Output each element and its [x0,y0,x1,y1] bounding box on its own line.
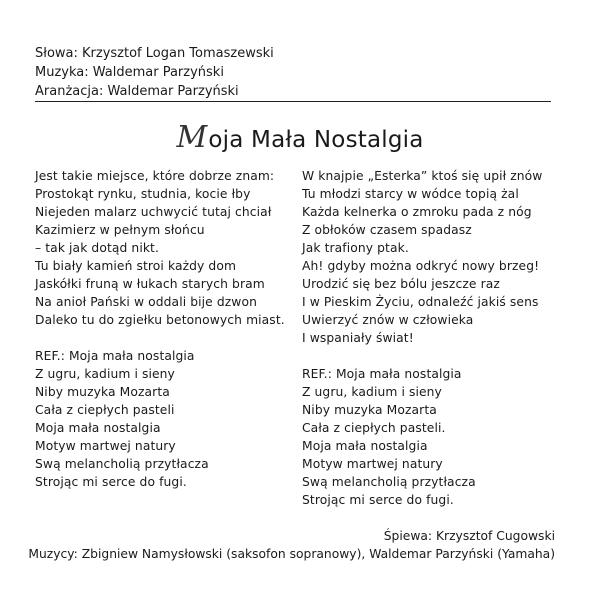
refrain-line: Motyw martwej natury [35,439,176,453]
refrain-line: Moja mała nostalgia [35,421,161,435]
lyric-line: W knajpie „Esterka” ktoś się upił znów [302,169,543,183]
refrain-line: REF.: Moja mała nostalgia [35,349,195,363]
lyric-line: I wspaniały świat! [302,331,414,345]
arrangement-credit: Aranżacja: Waldemar Parzyński [35,84,239,99]
lyric-line: Prostokąt rynku, studnia, kocie łby [35,187,251,201]
refrain-line: Strojąc mi serce do fugi. [302,493,454,507]
song-title [0,120,600,155]
lyric-line: Z obłoków czasem spadasz [302,223,472,237]
refrain-line: Niby muzyka Mozarta [35,385,170,399]
title-rest: oja Mała Nostalgia [208,127,424,153]
lyric-line: Kazimierz w pełnym słońcu [35,223,205,237]
left-lyrics-column [35,167,285,491]
lyric-line: Jest takie miejsce, które dobrze znam: [35,169,275,183]
stanza-gap [35,329,285,347]
lyrics-credit: Słowa: Krzysztof Logan Tomaszewski [35,46,274,61]
musicians-credit: Muzycy: Zbigniew Namysłowski (saksofon sopranowy), Waldemar Parzyński (Yamaha) [28,547,555,561]
lyric-line: Na anioł Pański w oddali bije dzwon [35,295,257,309]
refrain-line: Strojąc mi serce do fugi. [35,475,187,489]
lyric-line: Ah! gdyby można odkryć nowy brzeg! [302,259,540,273]
lyric-line: Każda kelnerka o zmroku pada z nóg [302,205,532,219]
credits-block [35,44,274,101]
lyric-line: Urodzić się bez bólu jeszcze raz [302,277,500,291]
lyric-line: Daleko tu do zgiełku betonowych miast. [35,313,285,327]
music-credit: Muzyka: Waldemar Parzyński [35,65,224,80]
title-initial: M [176,120,208,155]
refrain-line: Motyw martwej natury [302,457,443,471]
refrain-line: Moja mała nostalgia [302,439,428,453]
lyric-line: Jaskółki fruną w łukach starych bram [35,277,265,291]
right-lyrics-column [302,167,542,509]
lyric-line: Uwierzyć znów w człowieka [302,313,474,327]
refrain-line: Z ugru, kadium i sieny [302,385,442,399]
stanza-gap [302,347,542,365]
refrain-line: Cała z ciepłych pasteli. [302,421,446,435]
divider-line [35,101,551,102]
refrain-line: Swą melancholią przytłacza [35,457,209,471]
lyric-line: – tak jak dotąd nikt. [35,241,159,255]
lyric-line: Jak trafiony ptak. [302,241,409,255]
lyric-line: Tu biały kamień stroi każdy dom [35,259,237,273]
lyric-line: I w Pieskim Życiu, odnaleźć jakiś sens [302,295,539,309]
refrain-line: Niby muzyka Mozarta [302,403,437,417]
lyric-line: Niejeden malarz uchwycić tutaj chciał [35,205,272,219]
refrain-line: Z ugru, kadium i sieny [35,367,175,381]
singer-credit: Śpiewa: Krzysztof Cugowski [383,529,555,543]
refrain-line: REF.: Moja mała nostalgia [302,367,462,381]
refrain-line: Swą melancholią przytłacza [302,475,476,489]
lyric-line: Tu młodzi starcy w wódce topią żal [302,187,519,201]
refrain-line: Cała z ciepłych pasteli [35,403,175,417]
